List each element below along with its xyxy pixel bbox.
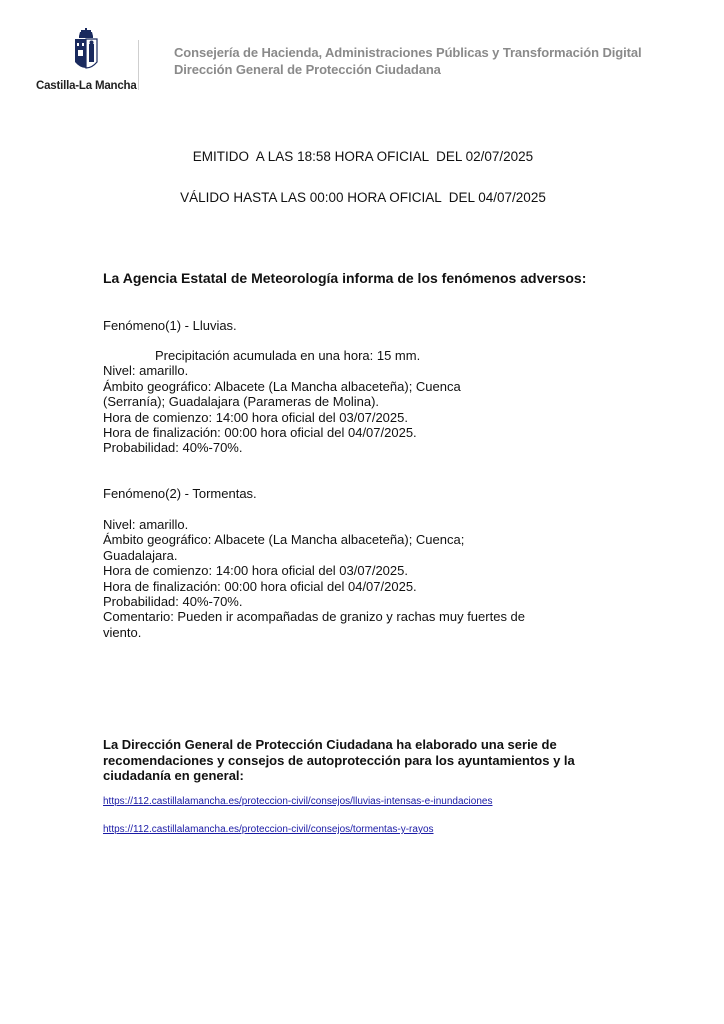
phenomenon-2-level: Nivel: amarillo. xyxy=(103,517,189,532)
phenomenon-2-area: Ámbito geográfico: Albacete (La Mancha albaceteña); Cuenca; xyxy=(103,532,465,548)
phenomenon-2-details xyxy=(103,517,525,640)
phenomenon-1-end: Hora de finalización: 00:00 hora oficial del 04/07/2025. xyxy=(103,425,417,441)
org-line-directorate: Dirección General de Protección Ciudadana xyxy=(174,62,441,77)
phenomenon-1-precipitation: Precipitación acumulada en una hora: 15 mm. xyxy=(155,348,421,363)
phenomenon-1-level: Nivel: amarillo. xyxy=(103,363,189,379)
recommendations-line-1: La Dirección General de Protección Ciudadana ha elaborado una serie de xyxy=(103,737,557,752)
phenomenon-1-area: Ámbito geográfico: Albacete (La Mancha albaceteña); Cuenca xyxy=(103,378,461,394)
recommendations-line-2: recomendaciones y consejos de autoprotección para los ayuntamientos y la xyxy=(103,752,575,768)
phenomenon-2-start: Hora de comienzo: 14:00 hora oficial del 03/07/2025. xyxy=(103,563,408,579)
phenomenon-2-comment-cont: viento. xyxy=(103,624,142,640)
phenomenon-1-title: Fenómeno(1) - Lluvias. xyxy=(103,318,237,333)
recommendations-notice xyxy=(103,737,575,784)
phenomenon-1-details xyxy=(103,348,461,456)
link-storm-lightning-advice[interactable]: https://112.castillalamancha.es/proteccion-civil/consejos/tormentas-y-rayos xyxy=(103,824,434,835)
castilla-la-mancha-logo xyxy=(36,28,136,98)
issued-time: EMITIDO A LAS 18:58 HORA OFICIAL DEL 02/07/2025 xyxy=(192,149,534,164)
phenomenon-1-start: Hora de comienzo: 14:00 hora oficial del 03/07/2025. xyxy=(103,409,408,425)
link-rain-flood-advice[interactable]: https://112.castillalamancha.es/proteccion-civil/consejos/lluvias-intensas-e-inundaciones xyxy=(103,796,493,807)
phenomenon-2-comment: Comentario: Pueden ir acompañadas de granizo y rachas muy fuertes de xyxy=(103,609,526,625)
phenomenon-1-area-cont: (Serranía); Guadalajara (Parameras de Molina). xyxy=(103,394,380,410)
phenomenon-2-probability: Probabilidad: 40%-70%. xyxy=(103,594,243,610)
valid-until: VÁLIDO HASTA LAS 00:00 HORA OFICIAL DEL 04/07/2025 xyxy=(180,190,546,205)
issuing-organization xyxy=(174,44,642,78)
logo-text: Castilla-La Mancha xyxy=(36,80,137,92)
phenomenon-2-end: Hora de finalización: 00:00 hora oficial del 04/07/2025. xyxy=(103,578,417,594)
org-line-ministry: Consejería de Hacienda, Administraciones Públicas y Transformación Digital xyxy=(174,45,642,60)
header-divider xyxy=(138,40,139,90)
phenomenon-2-area-cont: Guadalajara. xyxy=(103,547,178,563)
recommendations-line-3: ciudadanía en general: xyxy=(103,768,244,783)
phenomenon-1-probability: Probabilidad: 40%-70%. xyxy=(103,440,243,456)
intro-heading: La Agencia Estatal de Meteorología informa de los fenómenos adversos: xyxy=(103,270,587,286)
phenomenon-2-title: Fenómeno(2) - Tormentas. xyxy=(103,486,257,501)
crown-castle-emblem-icon xyxy=(72,28,100,76)
